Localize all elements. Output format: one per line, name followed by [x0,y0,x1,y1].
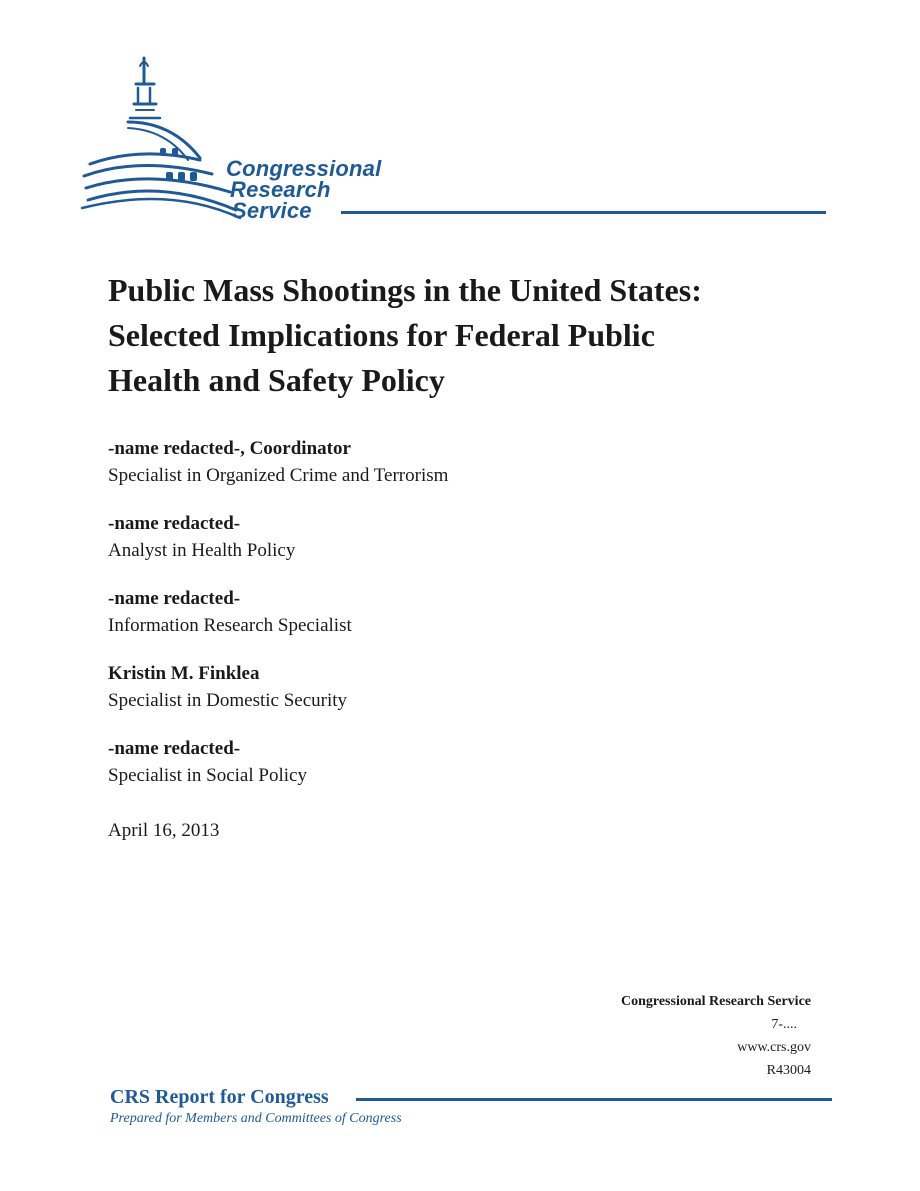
report-number: R43004 [766,1063,811,1078]
crs-website: www.crs.gov [737,1040,811,1055]
logo-text-congressional: Congressional [226,156,382,181]
report-date: April 16, 2013 [108,820,220,841]
author-role: Specialist in Domestic Security [108,690,348,711]
author-name: Kristin M. Finklea [108,663,260,684]
author-name: -name redacted- [108,738,241,759]
crs-code: 7-.... [771,1017,797,1032]
report-title-line-3: Health and Safety Policy [108,362,445,398]
author-role: Specialist in Organized Crime and Terrorism [108,465,449,486]
author-role: Specialist in Social Policy [108,765,307,786]
author-role: Information Research Specialist [108,615,352,636]
footer-title: CRS Report for Congress [110,1086,329,1108]
logo-text-research: Research [230,177,331,202]
author-entry [108,736,708,811]
author-role: Analyst in Health Policy [108,540,296,561]
author-name: -name redacted- [108,513,241,534]
author-entry [108,436,708,511]
report-title-line-1: Public Mass Shootings in the United States: [108,272,702,308]
report-title [108,268,848,403]
crs-info-block [621,990,811,1082]
author-entry [108,511,708,586]
author-name: -name redacted-, Coordinator [108,438,351,459]
author-entry [108,586,708,661]
footer-rule [356,1098,832,1101]
report-title-line-2: Selected Implications for Federal Public [108,317,655,353]
author-name: -name redacted- [108,588,241,609]
crs-logo [80,52,420,224]
crs-name: Congressional Research Service [620,994,811,1009]
author-list [108,436,708,811]
footer-subtitle: Prepared for Members and Committees of Congress [110,1111,402,1126]
logo-text-service: Service [232,198,312,223]
author-entry [108,661,708,736]
header-rule [341,211,826,214]
